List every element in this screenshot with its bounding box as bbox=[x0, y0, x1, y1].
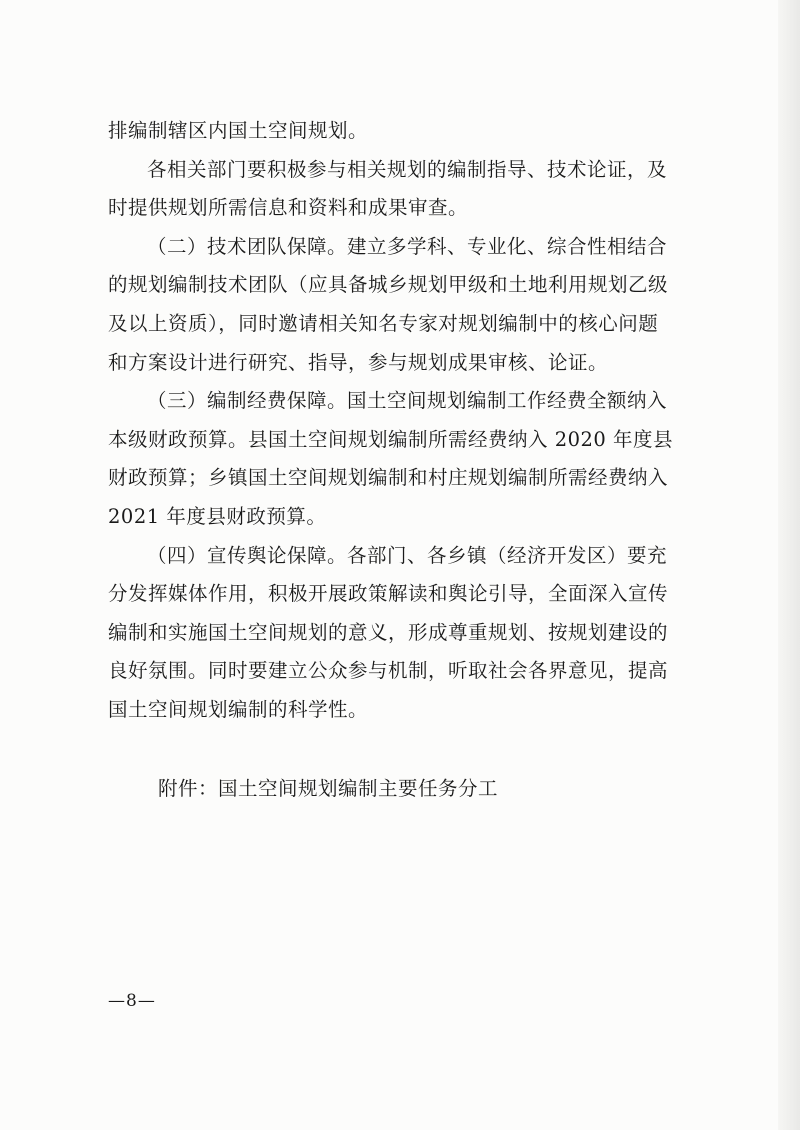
text-line-2: 各相关部门要积极参与相关规划的编制指导、技术论证，及 bbox=[147, 157, 668, 181]
text-line-1: 排编制辖区内国土空间规划。 bbox=[108, 119, 369, 142]
attachment-line: 附件：国土空间规划编制主要任务分工 bbox=[158, 776, 499, 800]
text-line-13: 分发挥媒体作用，积极开展政策解读和舆论引导，全面深入宣传 bbox=[108, 582, 669, 606]
text-line-16: 国土空间规划编制的科学性。 bbox=[108, 697, 369, 721]
body-text bbox=[108, 112, 708, 808]
text-line-15: 良好氛围。同时要建立公众参与机制，听取社会各界意见，提高 bbox=[108, 659, 669, 683]
text-line-9: 本级财政预算。县国土空间规划编制所需经费纳入 2020 年度县 bbox=[108, 427, 674, 451]
page-number: —8— bbox=[108, 991, 156, 1011]
text-line-7: 和方案设计进行研究、指导，参与规划成果审核、论证。 bbox=[108, 350, 609, 374]
text-line-11: 2021 年度县财政预算。 bbox=[108, 504, 327, 528]
text-line-12: （四）宣传舆论保障。各部门、各乡镇（经济开发区）要充 bbox=[147, 543, 668, 567]
text-line-3: 时提供规划所需信息和资料和成果审查。 bbox=[108, 196, 469, 220]
text-line-5: 的规划编制技术团队（应具备城乡规划甲级和土地利用规划乙级 bbox=[108, 273, 669, 297]
paragraph-gap bbox=[108, 730, 708, 770]
text-line-8: （三）编制经费保障。国土空间规划编制工作经费全额纳入 bbox=[147, 389, 668, 413]
text-line-14: 编制和实施国土空间规划的意义，形成尊重规划、按规划建设的 bbox=[108, 620, 669, 644]
text-line-4: （二）技术团队保障。建立多学科、专业化、综合性相结合 bbox=[147, 234, 668, 258]
page-edge-shadow bbox=[778, 0, 800, 1130]
text-line-6: 及以上资质），同时邀请相关知名专家对规划编制中的核心问题 bbox=[108, 311, 659, 335]
text-line-10: 财政预算；乡镇国土空间规划编制和村庄规划编制所需经费纳入 bbox=[108, 466, 669, 490]
